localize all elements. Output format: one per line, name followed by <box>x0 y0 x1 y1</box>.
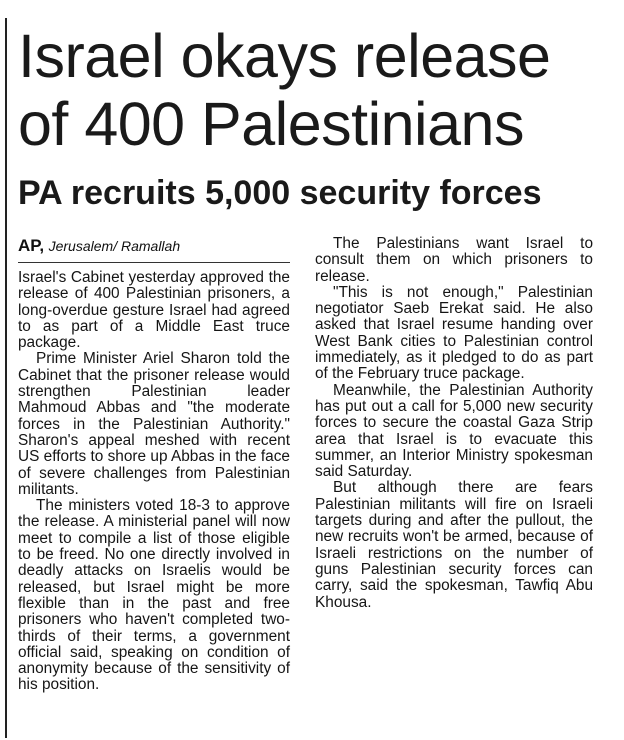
byline-agency: AP, <box>18 236 45 255</box>
paragraph: Prime Minister Ariel Sharon told the Cabinet that the prisoner release would strengthen Palestinian leader Mahmoud Abbas and "the moderate forces in the Palestinian Authority." Sharon's appeal meshed with recent US efforts to shore up Abbas in the face of severe challenges from Palestinian militants. <box>18 350 290 498</box>
paragraph: Israel's Cabinet yesterday approved the release of 400 Palestinian prisoners, a long-overdue gesture Israel had agreed to as part of a Middle East truce package. <box>18 269 290 352</box>
paragraph: The Palestinians want Israel to consult them on which prisoners to release. <box>315 235 593 285</box>
headline-line-2: of 400 Palestinians <box>18 90 524 158</box>
byline-divider <box>18 262 290 263</box>
headline <box>18 22 618 158</box>
byline-location: Jerusalem/ Ramallah <box>48 238 181 254</box>
article-column-right <box>315 236 593 611</box>
article-column-left <box>18 270 290 694</box>
paragraph: "This is not enough," Palestinian negotiator Saeb Erekat said. He also asked that Israel resume handing over West Bank cities to Palestinian control immediately, as it pledged to do as part of the February truce package. <box>315 283 593 383</box>
column-rule <box>5 18 7 738</box>
subheadline: PA recruits 5,000 security forces <box>18 174 542 212</box>
headline-line-1: Israel okays release <box>18 22 551 90</box>
paragraph: The ministers voted 18-3 to approve the release. A ministerial panel will now meet to compile a list of those eligible to be freed. No one directly involved in deadly attacks on Israelis would be released, but Israel might be more flexible than in the past and free prisoners who haven't completed two-thirds of their terms, a government official said, speaking on condition of anonymity because of the sensitivity of his position. <box>18 497 290 694</box>
byline <box>18 236 308 257</box>
paragraph: But although there are fears Palestinian militants will fire on Israeli targets during and after the pullout, the new recruits won't be armed, because of Israeli restrictions on the number of guns Palestinian security forces can carry, said the spokesman, Tawfiq Abu Khousa. <box>315 479 593 611</box>
paragraph: Meanwhile, the Palestinian Authority has put out a call for 5,000 new security forces to secure the coastal Gaza Strip area that Israel is to evacuate this summer, an Interior Ministry spokesman said Saturday. <box>315 381 593 481</box>
